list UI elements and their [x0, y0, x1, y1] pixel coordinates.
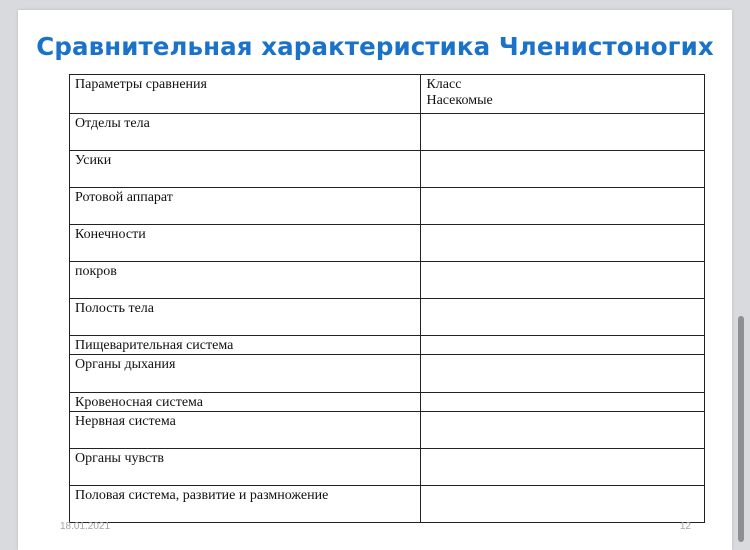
header-class-cell: [421, 75, 705, 114]
table-row: [70, 151, 705, 188]
header-class-name: Насекомые: [426, 93, 493, 108]
value-cell[interactable]: [421, 151, 705, 188]
table-row: [70, 225, 705, 262]
parameter-cell: Кровеносная система: [70, 393, 421, 412]
value-cell[interactable]: [421, 225, 705, 262]
table-header-row: [70, 75, 705, 114]
table-row: [70, 355, 705, 393]
vertical-scrollbar[interactable]: [738, 316, 744, 542]
parameter-cell: Пищеварительная система: [70, 336, 421, 355]
table-row: [70, 449, 705, 486]
table-row: [70, 188, 705, 225]
parameter-cell: Органы дыхания: [70, 355, 421, 393]
page-number: 12: [679, 521, 691, 532]
table-row: [70, 393, 705, 412]
value-cell[interactable]: [421, 336, 705, 355]
value-cell[interactable]: [421, 114, 705, 151]
header-parameter-cell: [70, 75, 421, 114]
header-parameter-label: Параметры сравнения: [75, 77, 207, 92]
table-row: [70, 412, 705, 449]
parameter-cell: Нервная система: [70, 412, 421, 449]
value-cell[interactable]: [421, 486, 705, 523]
parameter-cell: Ротовой аппарат: [70, 188, 421, 225]
parameter-cell: Конечности: [70, 225, 421, 262]
parameter-cell: покров: [70, 262, 421, 299]
parameter-cell: Отделы тела: [70, 114, 421, 151]
table-row: [70, 262, 705, 299]
value-cell[interactable]: [421, 449, 705, 486]
table-row: [70, 336, 705, 355]
value-cell[interactable]: [421, 262, 705, 299]
footer-date: 18.01.2021: [60, 521, 111, 532]
comparison-table: [69, 74, 705, 523]
table-row: [70, 114, 705, 151]
slide-title: Сравнительная характеристика Членистоногих: [36, 32, 714, 61]
parameter-cell: Усики: [70, 151, 421, 188]
table-row: [70, 299, 705, 336]
slide: [18, 10, 732, 550]
header-class-label: Класс: [426, 77, 462, 92]
parameter-cell: Половая система, развитие и размножение: [70, 486, 421, 523]
value-cell[interactable]: [421, 299, 705, 336]
value-cell[interactable]: [421, 355, 705, 393]
parameter-cell: Полость тела: [70, 299, 421, 336]
table-row: [70, 486, 705, 523]
parameter-cell: Органы чувств: [70, 449, 421, 486]
value-cell[interactable]: [421, 412, 705, 449]
value-cell[interactable]: [421, 393, 705, 412]
value-cell[interactable]: [421, 188, 705, 225]
